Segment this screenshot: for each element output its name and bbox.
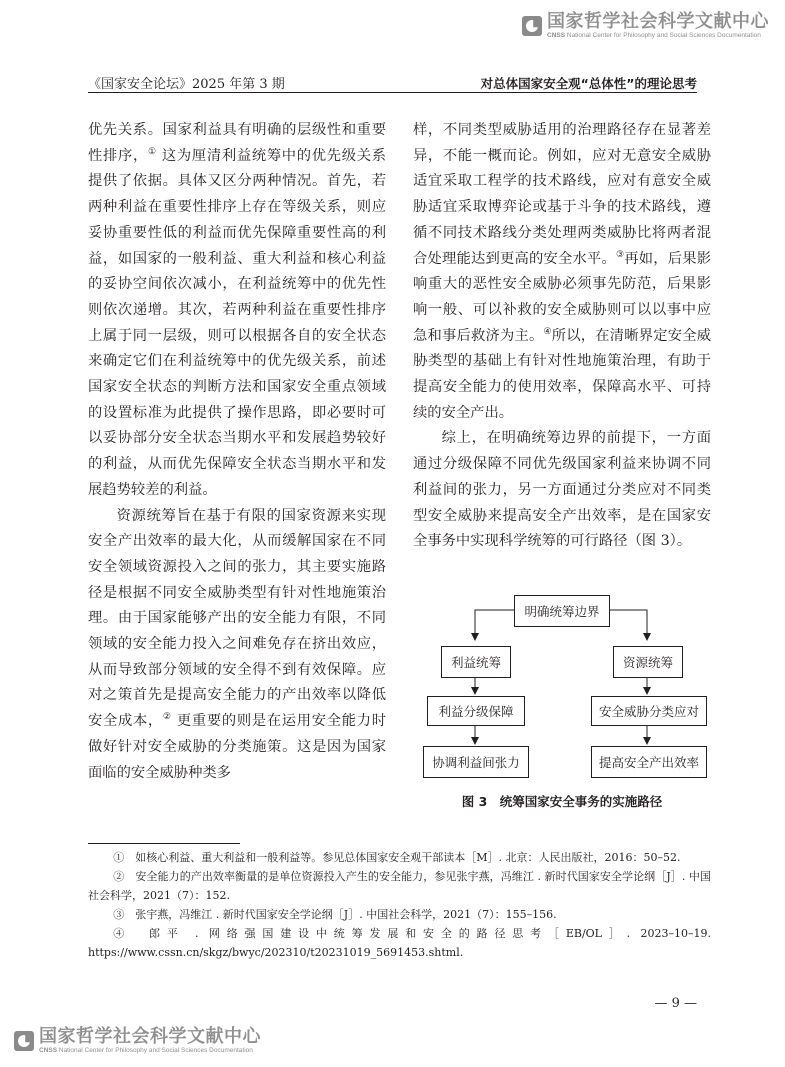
footnote-ref[interactable]: ① xyxy=(147,146,157,157)
paragraph: 样，不同类型威胁适用的治理路径存在显著差异，不能一概而论。例如，应对无意安全威胁适宜采取工程学的技术路线，应对有意安全威胁适宜采取博弈论或基于斗争的技术路线，遵循不同技术路线分类处理两类威胁比将两者混合处理能达到更高的安全水平。③再如，后果影响重大的恶性安全威胁必须事先防范，后果影响一般、可以补救的安全威胁则可以以事中应急和事后救济为主。④所以，在清晰界定安全威胁类型的基础上有针对性地施策治理，有助于提高安全能力的使用效率，保障高水平、可持续的安全产出。 xyxy=(413,122,712,421)
left-column xyxy=(88,118,386,786)
node-clarify-boundary: 明确统筹边界 xyxy=(514,595,610,627)
node-resource-coordination: 资源统筹 xyxy=(613,646,683,678)
footnote: ② 安全能力的产出效率衡量的是单位资源投入产生的安全能力，参见张宇燕，冯维江 . 新时代国家安全学论纲［J］. 中国社会科学，2021（7）：152. xyxy=(88,870,711,902)
footnote: ① 如核心利益、重大利益和一般利益等。参见总体国家安全观干部读本［M］. 北京：人民出版社，2016：50–52. xyxy=(113,851,681,864)
figure-caption: 图 3 统筹国家安全事务的实施路径 xyxy=(461,794,663,809)
journal-issue: 《国家安全论坛》2025 年第 3 期 xyxy=(88,77,285,92)
logo-subtitle: CNSS National Center for Philosophy and Social Sciences Documentation xyxy=(39,1047,253,1054)
article-title: 对总体国家安全观“总体性”的理论思考 xyxy=(480,76,697,91)
footnote: ④ 郎平 . 网络强国建设中统筹发展和安全的路径思考［EB/OL］. 2023–10–19. https://www.cssn.cn/skgz/bwyc/202310/t20231019_5691453.shtml. xyxy=(88,927,711,959)
footnote-ref[interactable]: ④ xyxy=(543,326,552,337)
running-head xyxy=(88,68,697,93)
logo-title: 国家哲学社会科学文献中心 xyxy=(39,1026,261,1047)
paragraph: 优先关系。国家利益具有明确的层级性和重要性排序，① 这为厘清利益统筹中的优先级关系提供了依据。具体又区分两种情况。首先，若两种利益在重要性排序上存在等级关系，则应妥协重要性低的利益而优先保障重要性高的利益，如国家的一般利益、重大利益和核心利益的妥协空间依次减小，在利益统筹中的优先性则依次递增。其次，若两种利益在重要性排序上属于同一层级，则可以根据各自的安全状态来确定它们在利益统筹中的优先级关系，前述国家安全状态的判断方法和国家安全重点领域的设置标准为此提供了操作思路，即必要时可以妥协部分安全状态当期水平和发展趋势较好的利益，从而优先保障安全状态当期水平和发展趋势较差的利益。 xyxy=(88,122,387,498)
right-column xyxy=(413,118,711,555)
paragraph: 综上，在明确统筹边界的前提下，一方面通过分级保障不同优先级国家利益来协调不同利益间的张力，另一方面通过分类应对不同类型安全威胁来提高安全产出效率，是在国家安全事务中实现科学统筹的可行路径（图 3）。 xyxy=(413,430,711,550)
page-number: — 9 — xyxy=(654,996,697,1011)
logo-subtitle: CNSS National Center for Philosophy and Social Sciences Documentation xyxy=(547,32,761,39)
footnote-divider xyxy=(88,843,240,844)
node-improve-efficiency: 提高安全产出效率 xyxy=(591,746,707,778)
node-threat-classification: 安全威胁分类应对 xyxy=(591,696,707,726)
arrow-to-interest xyxy=(475,610,514,640)
paragraph: 资源统筹旨在基于有限的国家资源来实现安全产出效率的最大化，从而缓解国家在不同安全领域资源投入之间的张力，其主要实施路径是根据不同安全威胁类型有针对性地施策治理。由于国家能够产出的安全能力有限，不同领域的安全能力投入之间难免存在挤出效应，从而导致部分领域的安全得不到有效保障。应对之策首先是提高安全能力的产出效率以降低安全成本，② 更重要的则是在运用安全能力时做好针对安全威胁的分类施策。这是因为国家面临的安全威胁种类多 xyxy=(88,507,387,781)
cnss-logo-icon xyxy=(14,1031,34,1051)
cnss-logo-icon xyxy=(522,16,542,36)
header-logo xyxy=(522,12,769,40)
logo-title: 国家哲学社会科学文献中心 xyxy=(547,11,769,32)
node-coordinate-tension: 协调利益间张力 xyxy=(423,746,529,778)
figure-3-flowchart xyxy=(413,588,711,778)
footnote-ref[interactable]: ③ xyxy=(615,249,625,260)
footnotes xyxy=(88,848,711,962)
arrow-to-resource xyxy=(608,610,647,640)
footnote-ref[interactable]: ② xyxy=(162,712,172,723)
footer-logo xyxy=(14,1027,261,1055)
node-interest-coordination: 利益统筹 xyxy=(441,646,511,678)
node-tiered-protection: 利益分级保障 xyxy=(427,696,525,726)
footnote: ③ 张宇燕，冯维江 . 新时代国家安全学论纲［J］. 中国社会科学，2021（7）：155–156. xyxy=(113,908,557,921)
